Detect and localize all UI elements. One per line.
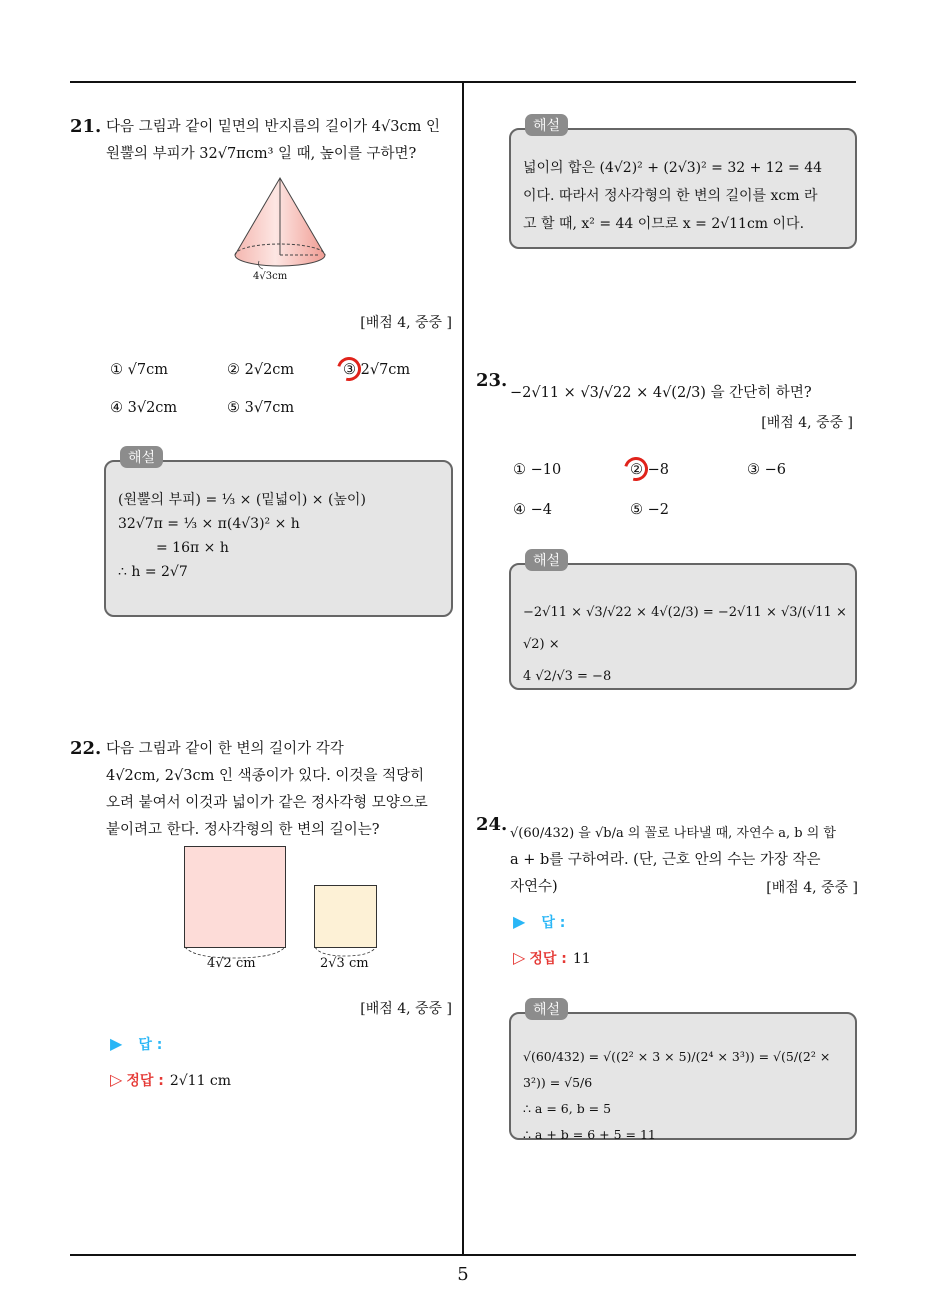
choice-5[interactable]: ⑤ −2 bbox=[630, 502, 669, 518]
small-square-label: 2√3 cm bbox=[320, 956, 369, 971]
explanation-line: 넓이의 합은 (4√2)² + (2√3)² = 32 + 12 = 44 bbox=[523, 160, 823, 176]
answer-row[interactable] bbox=[110, 1034, 162, 1054]
play-arrow-icon: ▶ bbox=[110, 1034, 123, 1053]
question-text: 다음 그림과 같이 한 변의 길이가 각각 bbox=[106, 741, 344, 757]
question-text: 다음 그림과 같이 밑면의 반지름의 길이가 4√3cm 인 bbox=[106, 119, 440, 135]
cone-radius-label: 4√3cm bbox=[253, 271, 288, 282]
outline-arrow-icon: ▷ bbox=[110, 1070, 123, 1089]
explanation-tag: 해설 bbox=[525, 549, 568, 571]
explanation-box bbox=[509, 553, 857, 690]
large-square bbox=[184, 846, 286, 948]
outline-arrow-icon: ▷ bbox=[513, 948, 526, 967]
bottom-rule bbox=[70, 1254, 856, 1256]
column-divider bbox=[462, 83, 464, 1254]
correct-label: 정답 : bbox=[529, 951, 567, 967]
explanation-line: ∴ h = 2√7 bbox=[118, 564, 188, 580]
question-text: a + b를 구하여라. (단, 근호 안의 수는 가장 작은 bbox=[510, 852, 821, 868]
score-info: [배점 4, 중중 ] bbox=[766, 880, 858, 896]
large-square-label: 4√2 cm bbox=[207, 956, 256, 971]
choice-4[interactable]: ④ 3√2cm bbox=[110, 400, 178, 416]
score-info: [배점 4, 중중 ] bbox=[360, 315, 452, 331]
explanation-line: ∴ a = 6, b = 5 bbox=[523, 1101, 612, 1116]
small-square bbox=[314, 885, 377, 948]
explanation-tag: 해설 bbox=[120, 446, 163, 468]
choice-5[interactable]: ⑤ 3√7cm bbox=[227, 400, 295, 416]
correct-answer-row bbox=[110, 1070, 231, 1090]
selected-answer-circle-icon bbox=[620, 453, 653, 486]
question-number: 21. bbox=[70, 116, 102, 137]
choice-1[interactable]: ① √7cm bbox=[110, 362, 168, 378]
explanation-line: 고 할 때, x² = 44 이므로 x = 2√11cm 이다. bbox=[523, 216, 805, 232]
question-text: −2√11 × √3/√22 × 4√(2/3) 을 간단히 하면? bbox=[510, 385, 812, 401]
explanation-line: 이다. 따라서 정사각형의 한 변의 길이를 xcm 라 bbox=[523, 188, 818, 204]
explanation-line: ∴ a + b = 6 + 5 = 11 bbox=[523, 1127, 656, 1142]
question-text: 원뿔의 부피가 32√7πcm³ 일 때, 높이를 구하면? bbox=[106, 146, 417, 162]
choice-4[interactable]: ④ −4 bbox=[513, 502, 552, 518]
question-text: 자연수) bbox=[510, 879, 558, 895]
choice-1[interactable]: ① −10 bbox=[513, 462, 562, 478]
answer-label: 답 : bbox=[138, 1037, 163, 1053]
score-info: [배점 4, 중중 ] bbox=[761, 415, 853, 431]
question-text: 붙이려고 한다. 정사각형의 한 변의 길이는? bbox=[106, 822, 380, 838]
explanation-tag: 해설 bbox=[525, 998, 568, 1020]
correct-answer-row bbox=[513, 948, 591, 968]
question-text: √(60/432) 을 √b/a 의 꼴로 나타낼 때, 자연수 a, b 의 합 bbox=[510, 826, 836, 841]
question-number: 24. bbox=[476, 814, 508, 835]
choice-2[interactable]: ② 2√2cm bbox=[227, 362, 295, 378]
question-number: 22. bbox=[70, 738, 102, 759]
explanation-line: = 16π × h bbox=[156, 540, 229, 556]
question-text: 4√2cm, 2√3cm 인 색종이가 있다. 이것을 적당히 bbox=[106, 768, 425, 784]
choice-3[interactable]: ③ −6 bbox=[747, 462, 786, 478]
explanation-box bbox=[509, 118, 857, 249]
correct-label: 정답 : bbox=[126, 1073, 164, 1089]
page-number: 5 bbox=[457, 1264, 469, 1285]
play-arrow-icon: ▶ bbox=[513, 912, 526, 931]
answer-label: 답 : bbox=[541, 915, 566, 931]
explanation-line: −2√11 × √3/√22 × 4√(2/3) = −2√11 × √3/(√11 × √2) × bbox=[523, 605, 847, 652]
explanation-line: (원뿔의 부피) = ⅓ × (밑넓이) × (높이) bbox=[118, 492, 366, 508]
explanation-box bbox=[104, 450, 453, 617]
explanation-line: 4 √2/√3 = −8 bbox=[523, 669, 612, 684]
question-text: 오려 붙여서 이것과 넓이가 같은 정사각형 모양으로 bbox=[106, 795, 428, 811]
answer-row[interactable] bbox=[513, 912, 565, 932]
question-number: 23. bbox=[476, 370, 508, 391]
selected-answer-circle-icon bbox=[333, 353, 366, 386]
correct-value: 11 bbox=[572, 951, 591, 967]
correct-value: 2√11 cm bbox=[169, 1073, 232, 1089]
explanation-box bbox=[509, 1002, 857, 1142]
explanation-line: 32√7π = ⅓ × π(4√3)² × h bbox=[118, 516, 300, 532]
choice-2[interactable]: ② −8 bbox=[630, 462, 669, 478]
choice-3[interactable]: ③ 2√7cm bbox=[343, 362, 411, 378]
explanation-tag: 해설 bbox=[525, 114, 568, 136]
score-info: [배점 4, 중중 ] bbox=[360, 1001, 452, 1017]
explanation-line: √(60/432) = √((2² × 3 × 5)/(2⁴ × 3³)) = √(5/(2² × 3²)) = √5/6 bbox=[523, 1049, 831, 1090]
